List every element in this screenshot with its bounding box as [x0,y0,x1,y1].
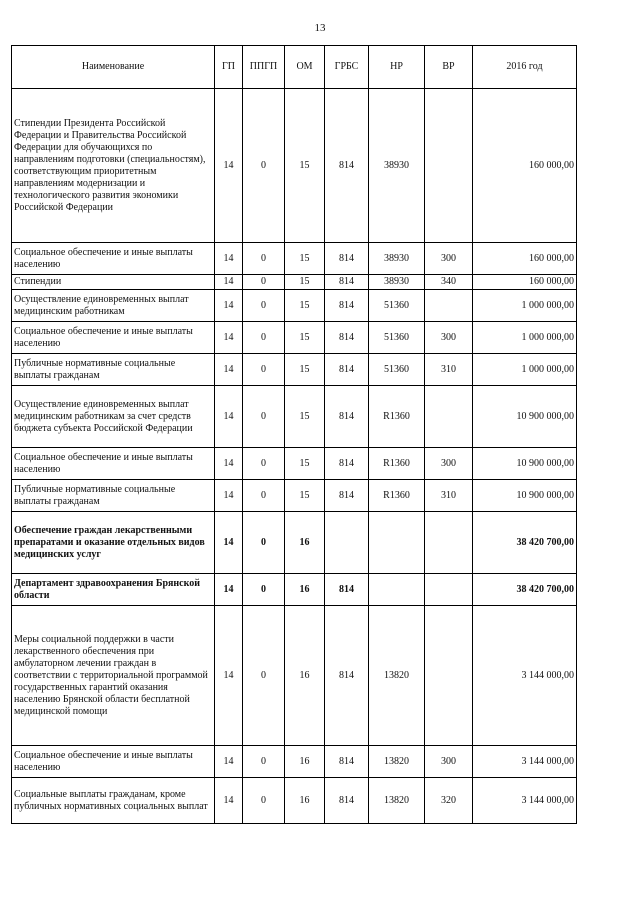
row-amount: 1 000 000,00 [473,290,577,322]
header-gp: ГП [215,46,243,89]
row-gp: 14 [215,512,243,574]
row-grbs: 814 [325,290,369,322]
row-grbs: 814 [325,448,369,480]
row-vr: 320 [425,778,473,824]
row-om: 16 [285,778,325,824]
table-row [12,574,577,606]
row-gp: 14 [215,243,243,275]
row-name: Департамент здравоохранения Брянской области [12,574,215,606]
row-om: 15 [285,275,325,290]
row-ppgp: 0 [243,243,285,275]
row-ppgp: 0 [243,606,285,746]
row-vr [425,290,473,322]
row-ppgp: 0 [243,354,285,386]
row-gp: 14 [215,778,243,824]
table-row [12,448,577,480]
row-ppgp: 0 [243,275,285,290]
row-gp: 14 [215,322,243,354]
table-row [12,290,577,322]
row-gp: 14 [215,290,243,322]
row-ppgp: 0 [243,448,285,480]
row-grbs: 814 [325,275,369,290]
row-name: Публичные нормативные социальные выплаты гражданам [12,480,215,512]
row-grbs: 814 [325,322,369,354]
row-vr [425,512,473,574]
row-gp: 14 [215,448,243,480]
row-amount: 1 000 000,00 [473,354,577,386]
header-row [12,46,577,89]
row-amount: 3 144 000,00 [473,746,577,778]
row-name: Осуществление единовременных выплат медицинским работникам за счет средств бюджета субъекта Российской Федерации [12,386,215,448]
row-grbs [325,512,369,574]
table-row [12,386,577,448]
table-row [12,746,577,778]
row-om: 15 [285,243,325,275]
row-ppgp: 0 [243,480,285,512]
table-row [12,89,577,243]
row-amount: 38 420 700,00 [473,574,577,606]
row-nr: 51360 [369,290,425,322]
row-gp: 14 [215,480,243,512]
row-gp: 14 [215,89,243,243]
row-ppgp: 0 [243,574,285,606]
row-gp: 14 [215,354,243,386]
row-om: 16 [285,606,325,746]
row-nr: 13820 [369,778,425,824]
row-vr: 340 [425,275,473,290]
row-nr: 38930 [369,275,425,290]
row-om: 15 [285,89,325,243]
row-vr [425,89,473,243]
row-nr: R1360 [369,480,425,512]
row-vr: 300 [425,746,473,778]
row-grbs: 814 [325,386,369,448]
page-number: 13 [314,22,326,34]
row-nr: 51360 [369,354,425,386]
row-gp: 14 [215,746,243,778]
row-name: Стипендии Президента Российской Федерации и Правительства Российской Федерации для обучающихся по направлениям подготовки (специальностям), соответствующим приоритетным направлениям модернизации и технологического развития экономики Российской Федерации [12,89,215,243]
table-row [12,243,577,275]
row-vr [425,386,473,448]
header-ppgp: ППГП [243,46,285,89]
row-vr [425,606,473,746]
row-nr: 13820 [369,746,425,778]
row-nr [369,574,425,606]
row-amount: 1 000 000,00 [473,322,577,354]
row-ppgp: 0 [243,89,285,243]
row-nr: 13820 [369,606,425,746]
row-amount: 160 000,00 [473,89,577,243]
header-year: 2016 год [473,46,577,89]
header-grbs: ГРБС [325,46,369,89]
row-grbs: 814 [325,354,369,386]
row-ppgp: 0 [243,386,285,448]
header-nr: НР [369,46,425,89]
row-name: Социальное обеспечение и иные выплаты населению [12,243,215,275]
row-amount: 10 900 000,00 [473,480,577,512]
row-nr: 38930 [369,243,425,275]
row-grbs: 814 [325,480,369,512]
row-amount: 10 900 000,00 [473,386,577,448]
row-nr: R1360 [369,386,425,448]
row-amount: 160 000,00 [473,275,577,290]
header-om: ОМ [285,46,325,89]
row-grbs: 814 [325,746,369,778]
row-om: 16 [285,512,325,574]
row-name: Социальное обеспечение и иные выплаты населению [12,322,215,354]
table-row [12,480,577,512]
row-grbs: 814 [325,606,369,746]
row-amount: 3 144 000,00 [473,778,577,824]
row-name: Публичные нормативные социальные выплаты гражданам [12,354,215,386]
row-gp: 14 [215,386,243,448]
row-gp: 14 [215,574,243,606]
row-name: Социальное обеспечение и иные выплаты населению [12,746,215,778]
row-ppgp: 0 [243,512,285,574]
row-vr: 300 [425,243,473,275]
row-om: 15 [285,322,325,354]
row-name: Обеспечение граждан лекарственными препаратами и оказание отдельных видов медицинских услуг [12,512,215,574]
row-om: 16 [285,574,325,606]
row-ppgp: 0 [243,322,285,354]
table-row [12,322,577,354]
row-vr: 310 [425,354,473,386]
row-om: 15 [285,448,325,480]
row-grbs: 814 [325,89,369,243]
row-grbs: 814 [325,243,369,275]
row-vr: 310 [425,480,473,512]
header-vr: ВР [425,46,473,89]
row-amount: 38 420 700,00 [473,512,577,574]
row-om: 15 [285,386,325,448]
row-grbs: 814 [325,574,369,606]
row-amount: 10 900 000,00 [473,448,577,480]
row-vr: 300 [425,322,473,354]
row-name: Меры социальной поддержки в части лекарственного обеспечения при амбулаторном лечении граждан в соответствии с территориальной программой государственных гарантий оказания населению Брянской области бесплатной медицинской помощи [12,606,215,746]
row-nr: 38930 [369,89,425,243]
table-row [12,512,577,574]
table-row [12,778,577,824]
row-name: Социальные выплаты гражданам, кроме публичных нормативных социальных выплат [12,778,215,824]
table-row [12,275,577,290]
row-name: Осуществление единовременных выплат медицинским работникам [12,290,215,322]
row-om: 15 [285,480,325,512]
row-om: 16 [285,746,325,778]
table-row [12,354,577,386]
row-nr: 51360 [369,322,425,354]
table-row [12,606,577,746]
row-ppgp: 0 [243,746,285,778]
row-vr [425,574,473,606]
row-nr [369,512,425,574]
row-om: 15 [285,354,325,386]
row-amount: 160 000,00 [473,243,577,275]
row-name: Социальное обеспечение и иные выплаты населению [12,448,215,480]
row-grbs: 814 [325,778,369,824]
budget-table [11,45,577,824]
row-ppgp: 0 [243,778,285,824]
row-gp: 14 [215,606,243,746]
row-amount: 3 144 000,00 [473,606,577,746]
row-name: Стипендии [12,275,215,290]
row-ppgp: 0 [243,290,285,322]
header-name: Наименование [12,46,215,89]
row-vr: 300 [425,448,473,480]
row-gp: 14 [215,275,243,290]
row-nr: R1360 [369,448,425,480]
row-om: 15 [285,290,325,322]
